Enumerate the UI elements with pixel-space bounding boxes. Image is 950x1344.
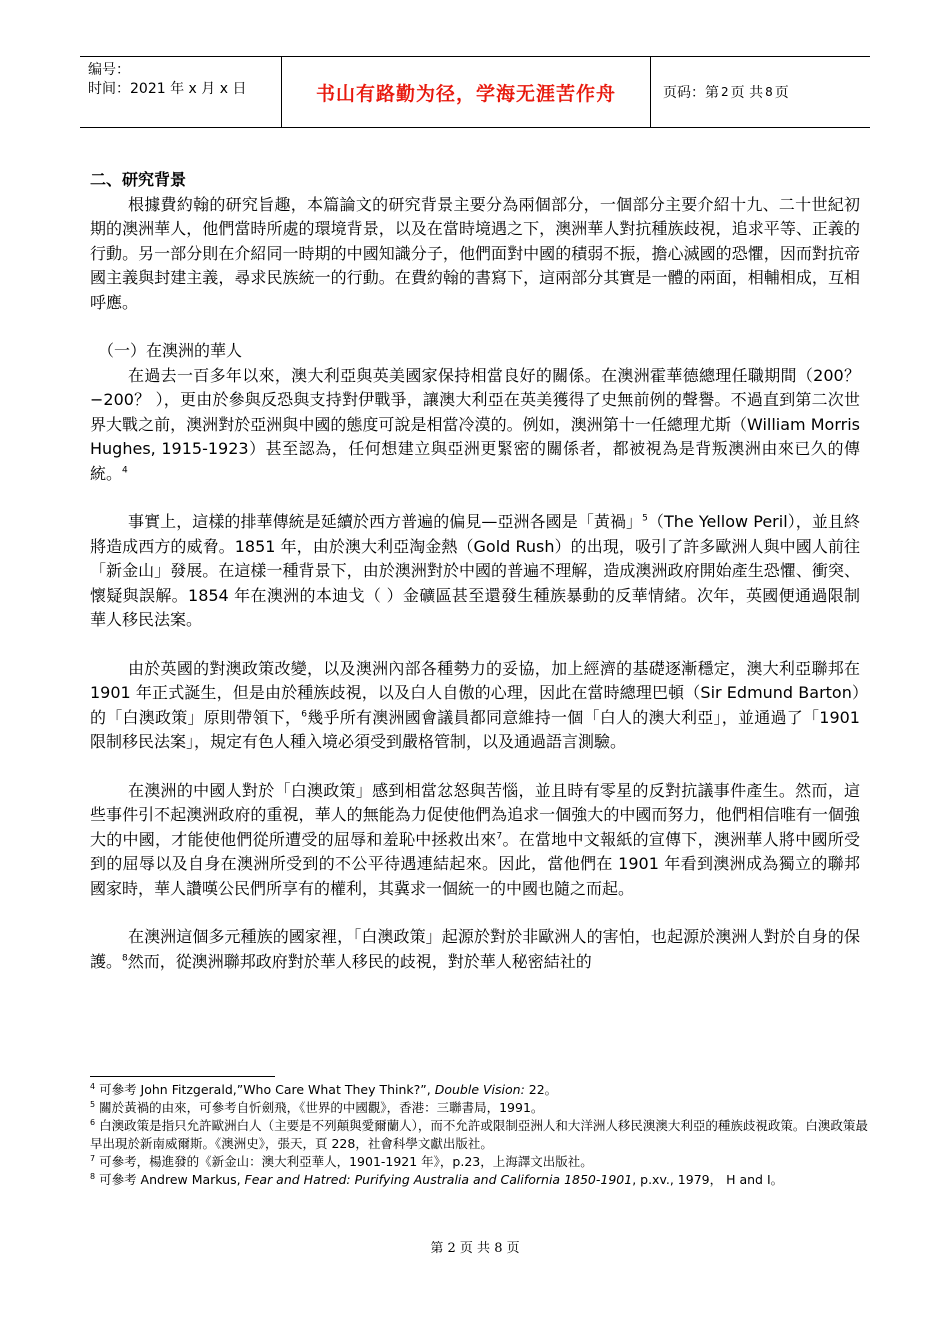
paragraph-5: 在澳洲這個多元種族的國家裡，「白澳政策」起源於對於非歐洲人的害怕，也起源於澳洲人對於自身的保護。$^8$然而，從澳洲聯邦政府對於華人移民的歧視，對於華人秘密結社的 [90,927,860,971]
page-current: 2 [721,85,729,99]
paragraph-3: 由於英國的對澳政策改變，以及澳洲內部各種勢力的妥協，加上經濟的基礎逐漸穩定，澳大利亞聯邦在 1901 年正式誕生，但是由於種族歧視，以及白人自傲的心理，因此在當時總理巴頓（Sir Edmund Barton）的「白澳政策」原則帶領下，$^6$幾乎所有澳洲國會議員都同意維持一個「白人的澳大利亞」，並通過了「1901 限制移民法案」，規定有色人種入境必須受到嚴格管制，以及通過語言測驗。 [90,658,860,751]
footnote-item: $^8$ 可參考 Andrew Markus, Fear and Hatred: Purifying Australia and California 1850-1901, p.xv., 1979， H and I。 [90,1171,784,1187]
intro-paragraph: 根據費約翰的研究旨趣，本篇論文的研究背景主要分為兩個部分，一個部分主要介紹十九、二十世紀初期的澳洲華人，他們當時所處的環境背景，以及在當時境遇之下，澳洲華人對抗種族歧視，追求平等、正義的行動。另一部分則在介紹同一時期的中國知識分子，他們面對中國的積弱不振，擔心滅國的恐懼，因而對抗帝國主義與封建主義，尋求民族統一的行動。在費約翰的書寫下，這兩部分其實是一體的兩面，相輔相成，互相呼應。 [90,194,860,312]
paragraph-1: 在過去一百多年以來，澳大利亞與英美國家保持相當良好的關係。在澳洲霍華德總理任職期間（200？ −200？ ），更由於參與反恐與支持對伊戰爭，讓澳大利亞在英美獲得了史無前例的聲譽。不過直到第二次世界大戰之前，澳洲對於亞洲與中國的態度可說是相當冷漠的。例如，澳洲第十一任總理尤斯（William Morris Hughes, 1915-1923）甚至認為，任何想建立與亞洲更緊密的關係者，都被視為是背叛澳洲由來已久的傳統。$^4$ [90,365,860,483]
header-motto: 书山有路勤为径，学海无涯苦作舟 [281,57,651,127]
footnote-ref-4[interactable]: 4 [122,465,128,476]
footnote-item: $^5$ 關於黃禍的由來，可參考自忻劍飛，《世界的中國觀》，香港：三聯書局，1991。 [90,1099,544,1115]
footnote-item: $^6$ 白澳政策是指只允許歐洲白人（主要是不列顛與愛爾蘭人），而不允許或限制亞洲人和大洋洲人移民澳澳大利亞的種族歧視政策。白澳政策最早出現於新南威爾斯。《澳洲史》，張天，頁 228，社會科學文獻出版社。 [90,1117,868,1151]
footnote-divider [90,1076,275,1077]
paragraph-4: 在澳洲的中國人對於「白澳政策」感到相當忿怒與苦惱，並且時有零星的反對抗議事件產生。然而，這些事件引不起澳洲政府的重視，華人的無能為力促使他們為追求一個強大的中國而努力，他們相信唯有一個強大的中國，才能使他們從所遭受的屈辱和羞恥中拯救出來$^7$。在當地中文報紙的宣傳下，澳洲華人將中國所受到的屈辱以及自身在澳洲所受到的不公平待遇連結起來。因此，當他們在 1901 年看到澳洲成為獨立的聯邦國家時，華人讚嘆公民們所享有的權利，其冀求一個統一的中國也隨之而起。 [90,780,860,898]
header-page-info [651,57,870,127]
footnotes [90,1081,870,1189]
document-body [90,168,860,974]
page-prefix: 页码：第 [663,85,719,101]
page-mid: 页 共 [730,85,764,101]
page-suffix: 页 [774,85,789,101]
page-header [80,56,870,128]
page-footer: 第 2 页 共 8 页 [430,1241,520,1256]
footnote-ref-8[interactable]: 8 [122,953,128,964]
document-number-label: 编号： [88,62,130,78]
footnote-ref-6[interactable]: 6 [301,709,307,720]
footnote-ref-7[interactable]: 7 [496,831,503,842]
header-meta [80,57,281,127]
section-title: 二、研究背景 [90,170,187,189]
footnote-ref-5[interactable]: 5 [642,513,648,524]
document-time-label: 时间：2021 年 x 月 x 日 [88,81,247,97]
page-total: 8 [765,85,773,99]
paragraph-2: 事實上，這樣的排華傳統是延續於西方普遍的偏見—亞洲各國是「黃禍」$^5$（The Yellow Peril），並且終將造成西方的威脅。1851 年，由於澳大利亞淘金熱（Gold Rush）的出現，吸引了許多歐洲人與中國人前往「新金山」發展。在這樣一種背景下，由於澳洲對於中國的普遍不理解，造成澳洲政府開始產生恐懼、衝突、懷疑與誤解。1854 年在澳洲的本迪戈（ ）金礦區甚至還發生種族暴動的反華情緒。次年，英國便通過限制華人移民法案。 [90,512,860,629]
footnote-item: $^7$ 可參考，楊進發的《新金山：澳大利亞華人，1901-1921 年》，p.23，上海譯文出版社。 [90,1153,593,1169]
subsection-title: （一）在澳洲的華人 [98,341,243,360]
footnote-item: $^4$ 可參考 John Fitzgerald,”Who Care What They Think?”, Double Vision: 22。 [90,1081,558,1097]
